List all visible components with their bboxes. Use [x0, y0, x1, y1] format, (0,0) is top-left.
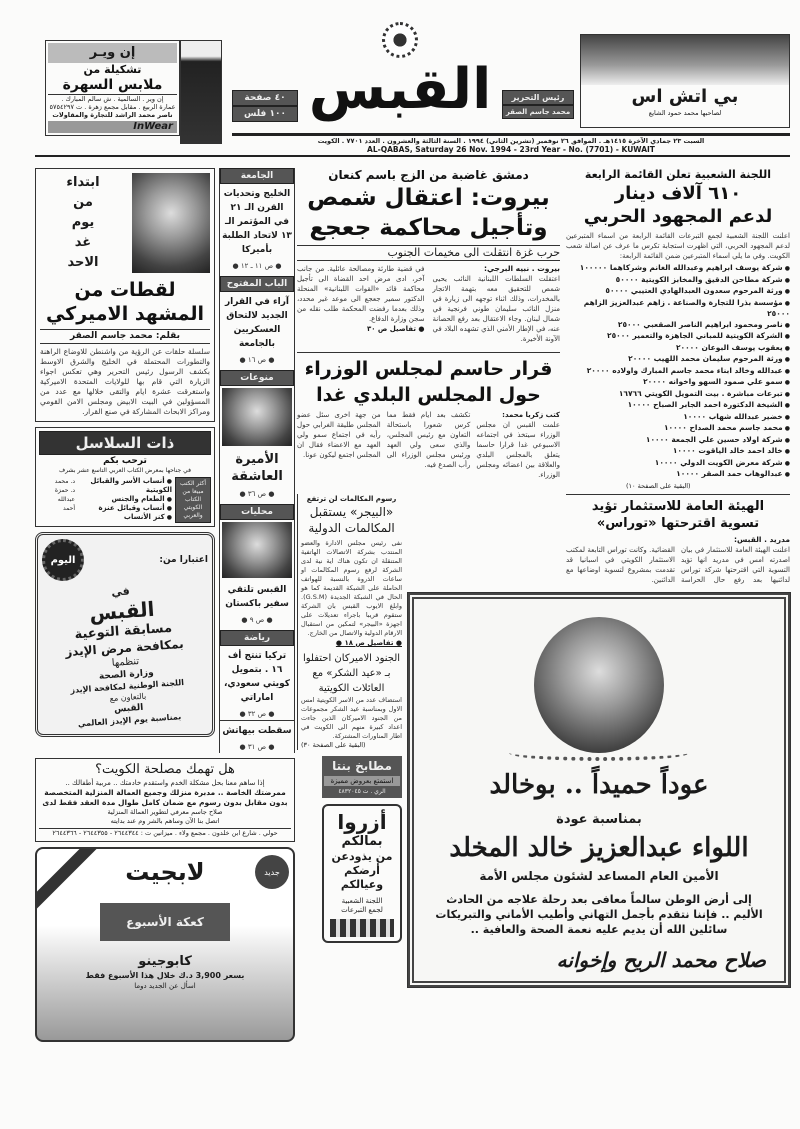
contest-occasion: بمناسبة يوم الإيدز العالمي: [77, 712, 182, 729]
byline: بقلم: محمد جاسم الصقر: [40, 329, 210, 344]
maids-line: ممرضتك الخاصة .. مدبرة منزلك وجميع العمالة المنزلية المتخصصة: [44, 788, 286, 797]
pager-kicker: رسوم المكالمات لن ترتفع: [306, 495, 397, 503]
sidebar-section-open-door[interactable]: الباب المفتوح: [220, 276, 294, 292]
books-ad-title: ذات السلاسل: [39, 431, 211, 455]
left-top-row: [35, 168, 295, 753]
lagit-logo: لابجيت: [125, 858, 205, 886]
welcome-body: سائلين الله أن يديم عليه نعمة الصحة والعافية ..: [470, 922, 728, 936]
masthead-rule: [232, 133, 790, 136]
second-body-text: تكشف بعد ايام فقط مما كرس شعورا باستحالة التعاون مع رئيس المجلس، والذي سعى ولي العهد ورئيس مجلس الوزراء الى رأب الصدع فيه.: [386, 411, 471, 469]
donor-item: ● محمد جاسم محمد الصداح ١٠٠٠٠: [566, 423, 790, 435]
sidebar-section-variety[interactable]: منوعات: [220, 370, 294, 386]
welcome-signature: صلاح محمد الريح وإخوانه: [556, 947, 766, 972]
welcome-body: الأليم .. فإننا نتقدم بأجمل التهاني وأطيب الأماني والتبريكات: [435, 907, 763, 921]
sunburst-emblem-icon: [382, 22, 418, 58]
author-photo: [132, 173, 210, 273]
second-body-text: من جهة اخرى سئل عضو المجلس طليقة الغرابي حول رأيه في اجتماع سمو ولي العهد مع الاعضاء فقال ان المجلس اجتمع ليكون عونا.: [297, 411, 381, 459]
contest-intro: اعتبارا من:: [159, 555, 208, 565]
maids-ad-title: هل تهمك مصلحة الكويت؟: [95, 762, 235, 777]
bhs-owner: لصاحبها محمد حمود الشايع: [648, 109, 722, 117]
teaser-word: من: [73, 195, 93, 210]
author: أحمد: [63, 505, 75, 512]
honoree-portrait: [534, 617, 664, 753]
right-area: [408, 168, 790, 987]
index-sidebar: [219, 168, 295, 753]
ambassador-photo: [222, 522, 292, 578]
cake-price: بسعر 3,900 د.ك خلال هذا الأسبوع فقط: [85, 971, 245, 980]
right-column: [566, 168, 790, 585]
princess-photo: [222, 388, 292, 446]
sidebar-teaser[interactable]: الخليج وتحديات القرن الـ ٢١ في المؤتمر الـ ١٣ لاتحاد الطلبة بأميركا: [222, 189, 292, 255]
book-item: ● كنز الأنساب: [78, 513, 172, 522]
lead-subhead: حرب غزة انتقلت الى مخيمات الجنوب: [297, 245, 560, 261]
details-link[interactable]: ● تفاصيل ص ١٨ ●: [335, 639, 402, 647]
donor-item: ● شركة اولاد حسين علي الجمعة ١٠٠٠٠: [566, 435, 790, 447]
lead-headline: وتأجيل محاكمة جعجع: [309, 215, 548, 241]
donor-item: ● عبدالوهاب حمد الصقر ١٠٠٠٠: [566, 469, 790, 481]
feature-headline: المشهد الاميركي: [45, 303, 205, 325]
contest-starburst-badge: اليوم: [42, 539, 84, 581]
contest-title: مسابقة التوعية: [74, 620, 173, 643]
donor-item: ● خضير عبدالله شهاب ١٠٠٠٠: [566, 412, 790, 424]
lead-body-text: اعتقلت السلطات اللبنانية النائب يحيى شمص للتحقيق معه بتهمة الاتجار بالمخدرات، وذلك اثناء توجهه الى زيارة في منزل النائب سليمان طوني فرنجية في شمال لبنان. وجاء الاعتقال بعد رفع الحصانة عنه، في الإطار الأمني الذي تشهده البلاد في الآونة الأخيرة.: [432, 275, 560, 343]
contest-paper: القبس: [88, 596, 156, 626]
kitchens-name: مطابخ بنتا: [332, 759, 392, 773]
page-count: ٤٠ صفحة: [232, 90, 298, 106]
ad-penta-kitchens: [322, 756, 402, 798]
author: عبدالله: [57, 496, 75, 503]
maids-line: إذا ساهم معنا بحل مشكلة الخدم واستقدم خادمتك .. مربية أطفالك ..: [65, 779, 265, 787]
logo: [300, 22, 500, 132]
contest-org: القبس: [113, 702, 144, 715]
page-ref: ● ص ٩ ●: [241, 616, 273, 624]
ad-inwear: [45, 40, 180, 136]
maids-line: صلاح جاسم معرفي لتطوير العمالة المنزلية: [107, 808, 223, 816]
books-side: أكثر الكتب مبيعا من الكتاب الكويتي والعربي: [175, 477, 211, 523]
sidebar-teaser[interactable]: الأميرة العاشقة: [231, 452, 283, 484]
donor-item: ● تبرعات مباشرة . بيت التمويل الكويتي ١٦٧٦٦: [566, 389, 790, 401]
book-item: ● أنساب وقبائل عنزة: [78, 504, 172, 513]
inwear-brand-ar: إن ويـر: [48, 43, 177, 63]
right-lead-body: اعلنت اللجنة الشعبية لجمع التبرعات القائمة الرابعة من اسماء المتبرعين لدعم المجهود الحربي، التي اظهرت استجابة تكرس ما عرف عن اصالة شعب الكويت. وفي ما يلي اسماء المتبرعين ضمن القائمة الرابعة:: [566, 232, 790, 260]
byline: كتب زكريا محمد:: [502, 411, 560, 419]
book-item: ● الطعام والجنس: [78, 495, 172, 504]
maids-address: حولي . شارع ابن خلدون . مجمع ولاء . ميزانين ت : ٢٦٤٤٣٤٤ - ٢٦٤٤٣٥٥ - ٢٦٤٤٣٦٦: [39, 828, 291, 838]
honoree-title: الأمين العام المساعد لشئون مجلس الأمة: [479, 868, 719, 883]
inwear-headline2: ملابس السهرة: [48, 77, 177, 95]
byline: مدريد . القبس:: [734, 534, 790, 544]
editor-badge: [502, 90, 574, 119]
books-sub: في جناحها بمعرض الكتاب العربي التاسع عشر بشرف: [58, 467, 192, 474]
laurel-wreath-icon: [509, 745, 689, 761]
inwear-address: عمارة الربيع . مقابل مجمع زهرة . ت ٥٧٥٤٢٩٧: [49, 103, 176, 111]
donate-line: أزروا: [337, 810, 387, 834]
sidebar-section-sports[interactable]: رياضة: [220, 630, 294, 646]
lead-headline: بيروت: اعتقال شمص: [307, 185, 550, 211]
sidebar-teaser[interactable]: آراء في القرار الجديد لالتحاق العسكريين بالجامعة: [224, 297, 290, 349]
date-line-english: AL-QABAS, Saturday 26 Nov. 1994 - 23rd Year - No. (7701) - KUWAIT: [367, 145, 655, 154]
cake-ask: اسأل عن الجديد دوما: [134, 982, 196, 990]
inwear-model-photo: [180, 40, 222, 144]
feature-headline: لقطات من: [74, 279, 176, 301]
right-second-story: [566, 494, 790, 585]
pager-headline: «البيجر» يستقبل المكالمات الدولية: [308, 505, 395, 535]
right-lead-headline: لدعم المجهود الحربي: [583, 206, 773, 227]
newspaper-logo: القبس: [308, 57, 492, 122]
teaser-word: يوم: [71, 215, 95, 230]
page-ref: ● ص ٣٦ ●: [239, 490, 275, 498]
welcome-occasion: بمناسبة عودة: [556, 811, 642, 827]
pager-story: [297, 494, 402, 750]
second-headline: حول المجلس البلدي غدا: [316, 384, 541, 406]
byline: بيروت . نبيه البرجي:: [483, 264, 560, 273]
price: ١٠٠ فلس: [232, 106, 298, 122]
contest-org: وزارة الصحة: [98, 668, 155, 682]
lead-body-text: في قضية طارئة ومصالحة عائلية. من جانب آخر، ادى مرض احد القضاة الى تأجيل محاكمة قائد «القوات اللبنانية» المنحلة الدكتور سمير جعجع الى موعد غير محدد، وذلك بعدما رفضت المحكمة طلب نقله من سجن وزارة الدفاع.: [297, 265, 425, 323]
book-item: ● أنساب الأسر والقبائل الكويتية: [78, 477, 172, 495]
date-bar: [232, 133, 790, 157]
books-welcome: ترحب بكم: [103, 456, 147, 466]
books-list: [78, 477, 172, 522]
contest-org: بالتعاون مع: [109, 691, 147, 704]
donate-line: بمالكم: [341, 834, 383, 849]
honoree-name: اللواء عبدالعزيز خالد المخلد: [449, 832, 749, 863]
continued-note: (البقية على الصفحة ٣٠): [301, 741, 366, 749]
inwear-address: إن وير . السالمية . ش سالم المبارك .: [61, 95, 164, 103]
soldiers-illustration: [330, 919, 394, 937]
right-lead-kicker: اللجنة الشعبية تعلن القائمة الرابعة: [584, 168, 772, 181]
right-lead-story: [566, 168, 790, 491]
ad-donate-popular-committee: [322, 804, 402, 943]
ad-lagit-cake: [35, 847, 295, 1042]
right-second-headline: الهيئة العامة للاستثمار تؤيد: [591, 498, 765, 514]
pages-badge: [232, 90, 298, 122]
ad-bhs: [580, 34, 790, 128]
continued-note: (البقية على الصفحة ١٠): [626, 481, 691, 490]
cake-of-week-sign: كعكة الأسبوع: [100, 903, 230, 941]
maids-line: بدون مقابل بدون رسوم مع ضمان كامل طوال مدة العقد فقط لدى: [42, 798, 288, 807]
page-ref: ● ص ٣١ ●: [239, 743, 275, 751]
lead-kicker: دمشق غاضبة من الزج باسم كنعان: [328, 168, 529, 182]
page-ref: ● ص ١٦ ●: [239, 356, 275, 364]
ad-welcome-back: [408, 593, 790, 987]
donor-item: ● يعقوب يوسف البوعان ٢٠٠٠٠: [566, 343, 790, 355]
page-ref: ● ص ١١ ـ ١٢ ●: [232, 262, 282, 270]
sidebar-teaser[interactable]: القبس تلتقي سفير باكستان: [225, 585, 289, 609]
left-stack: [35, 168, 215, 737]
ad-domestic-labor: [35, 758, 295, 842]
sidebar-section-local[interactable]: محليات: [220, 504, 294, 520]
contest-title: بمكافحة مرض الإيدز: [64, 636, 185, 660]
details-link[interactable]: ● تفاصيل ص ٣٠: [366, 325, 425, 333]
ad-aids-contest: [35, 532, 215, 737]
page-ref: ● ص ٣٢ ●: [239, 710, 275, 718]
donor-item: ● مؤسسة بذرا للتجارة والصناعة . زاهم عبدالعزيز الزاهم ٢٥٠٠٠: [566, 298, 790, 320]
donor-item: ● شركة يوسف ابراهيم وعبدالله الغانم وشركاهما ١٠٠٠٠٠: [566, 263, 790, 275]
donor-item: ● ورثة المرحوم سعدون العبدالهادي العتيبي ٥٠٠٠٠: [566, 286, 790, 298]
masthead-rule-2: [35, 155, 790, 157]
welcome-body: إلى أرض الوطن سالماً معافى بعد رحلة علاجه من الحادث: [446, 892, 752, 906]
right-second-body: اعلنت الهيئة العامة للاستثمار في بيان اصدرته امس في مدريد انها تؤيد التسوية التي اقترحتها شركة توراس لدائنيها بعد رفع حال الحراسة القضائية. وكانت توراس التابعة لمكتب الاستثمار الكويتي في اسبانيا قد تقدمت بمشروع لتسوية اوضاعها مع الدائنين.: [566, 545, 790, 584]
inwear-headline: تشكيلة من: [83, 63, 142, 76]
donate-line: وعيالكم: [340, 878, 384, 891]
ad-dhat-alsalasel: [35, 427, 215, 527]
new-badge: جديد: [255, 855, 289, 889]
donor-item: ● شركة معرض الكويت الدولي ١٠٠٠٠: [566, 458, 790, 470]
editor-title: رئيس التحرير: [502, 90, 574, 105]
date-line-arabic: السبت ٢٣ جمادي الآخرة ١٤١٥هـ . الموافق ٢٦ نوفمبر (تشرين الثاني) ١٩٩٤ . السنة الثالثة والعشرون . العدد ٧٧٠١ . الكويت: [317, 137, 705, 145]
donor-item: ● عبدالله وخالد ابناء محمد جاسم المبارك واولاده ٢٠٠٠٠: [566, 366, 790, 378]
sidebar-teaser[interactable]: تركيا تنتج أف ١٦ . بتمويل كويتي سعودي، اماراتي: [223, 651, 291, 703]
left-area: [35, 168, 295, 1042]
donate-org: لجمع التبرعات: [341, 906, 383, 914]
kitchens-contact: الري . ت ٤٨٣٢٠٤٥: [338, 788, 386, 795]
donor-item: ● الشيخة الدكتورة احمد الجابر الصباح ١٠٠٠٠: [566, 400, 790, 412]
author: د. حمزة: [54, 487, 75, 494]
feature-body: سلسلة حلقات عن الرؤية من واشنطن للاوضاع الراهنة والتطورات المحتملة في الخليج والشرق الاوسط بكشف الرسول رئيس التحرير وهي تعكس اجواء الزيارة التي قام بها للولايات المتحدة الاميركية واستغرقت عشرة ايام والتقى خلالها مع عدد من المسؤولين في البيت الابيض ومجلس الامن القومي ومراكز الابحاث المشاركة في صنع القرار.: [40, 347, 210, 416]
donor-item: ● الشركة الكويتية للمباني الجاهزة والتعمير ٢٥٠٠٠: [566, 331, 790, 343]
teaser-word: ابتداء: [66, 175, 100, 190]
donor-item: ● سمو علي صمود السهو واخوانه ٢٠٠٠٠: [566, 377, 790, 389]
author: د. محمد: [54, 478, 75, 485]
contest-in: في: [110, 584, 131, 599]
books-authors: [39, 477, 75, 513]
second-headline: قرار حاسم لمجلس الوزراء: [304, 358, 553, 380]
teaser-word: الاحد: [67, 255, 99, 270]
thanksgiving-headline: الجنود الاميركان احتفلوا بـ «عيد الشكر» مع العائلات الكويتية: [302, 653, 401, 694]
donor-item: ● شركة مطاحن الدقيق والمخابز الكويتية ٥٠٠٠٠: [566, 275, 790, 287]
donate-line: أرضكم: [344, 864, 380, 877]
feature-teaser: [40, 173, 126, 273]
donate-org: اللجنة الشعبية: [341, 897, 383, 905]
sidebar-teaser[interactable]: سقطت بيهاتش: [220, 720, 294, 741]
bhs-photo: [581, 35, 789, 85]
sidebar-section-university[interactable]: الجامعة: [220, 168, 294, 184]
donor-list: [566, 263, 790, 481]
feature-promo: [35, 168, 215, 422]
bhs-brand: بي اتش اس: [631, 86, 739, 107]
donor-item: ● خالد احمد خالد الياقوت ١٠٠٠٠: [566, 446, 790, 458]
donate-line: من يذودعن: [331, 850, 393, 863]
teaser-word: غد: [74, 235, 92, 250]
contest-org: تنظمها: [111, 656, 140, 669]
editor-name: محمد جاسم الصقر: [502, 105, 574, 119]
contest-org: اللجنة الوطنية لمكافحة الإيدز: [70, 677, 185, 695]
center-lower-column: [297, 494, 402, 943]
inwear-brand-en: InWear: [48, 121, 177, 133]
pager-body: نفى رئيس مجلس الادارة والعضو المنتدب بشركة الاتصالات الهاتفية المتنقلة ان تكون هناك اية نية لدى الشركة لرفع رسوم المكالمات او ساعات الذروة بالنسبة للهواتف الحاملة على الشبكة القديمة كما هو الحال في الشبكة الجديدة (G.S.M). وابلغ الايوب القبس بان الشركة ستقوم قريبا باجراء تعديلات على اجهزة «البيجر» لتمكين من استقبال الارقام الدولية والاتصال من الخارج.: [301, 539, 402, 637]
inwear-company: ناصر محمد الراشد للتجارة والمقاولات: [52, 111, 173, 119]
kitchens-sub: استمتع بعروض مميزة: [324, 776, 400, 786]
welcome-headline: عوداً حميداً .. بوخالد: [489, 769, 709, 800]
cake-product: كابوجينو: [138, 954, 192, 969]
second-body-text: علمت القبس ان مجلس الوزراء سيتخذ في اجتماعه الاسبوعي غدا قرارا حاسما يتعلق بالمجلس البلدي والعلاقة بين اعضائه ومجلس الوزراء.: [476, 421, 560, 479]
donor-item: ● ناصر ومحمود ابراهيم الناصر الصقعبي ٢٥٠٠٠: [566, 320, 790, 332]
thanksgiving-body: استضاف عدد من الاسر الكويتية امس الاول وبمناسبة عيد الشكر مجموعات من الجنود الاميركان الذين جاءت اعداد كبيرة منهم الى الكويت في اطار المناورات المشتركة.: [301, 696, 402, 740]
donor-item: ● ورثة المرحوم سليمان محمد اللهيب ٢٠٠٠٠: [566, 354, 790, 366]
right-second-headline: تسوية اقترحتها «توراس»: [596, 515, 760, 531]
maids-line: اتصل بنا الآن وساهم بالشر وم عند بدايته: [110, 817, 220, 825]
right-lead-headline: ٦١٠ آلاف دينار: [614, 183, 742, 204]
